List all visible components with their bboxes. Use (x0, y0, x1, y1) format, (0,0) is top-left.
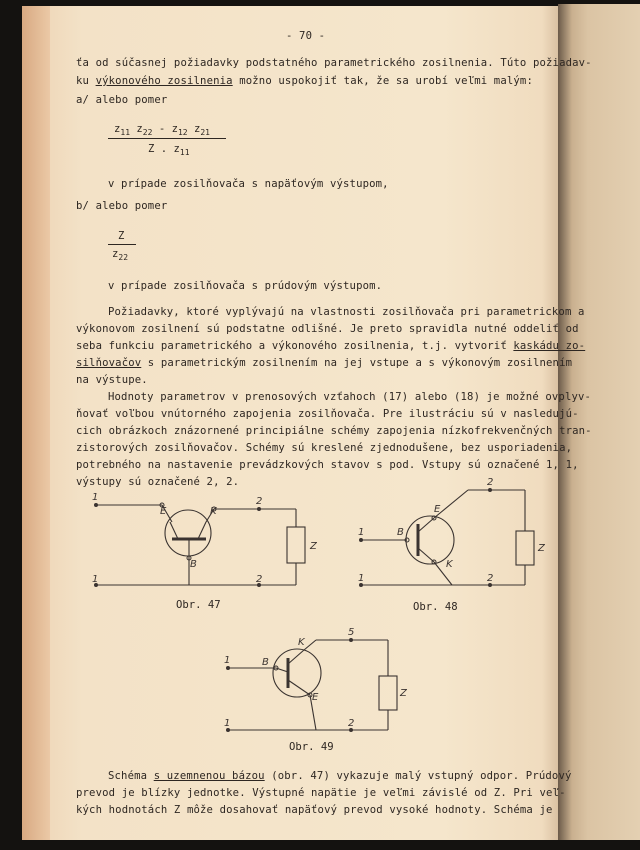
label-in-top: 1 (358, 527, 365, 538)
figure-caption-48: Obr. 48 (413, 601, 458, 613)
label-base: B (190, 559, 197, 570)
figure-obr-48 (358, 477, 546, 587)
text-line: v prípade zosilňovača s prúdovým výstupom. (108, 280, 383, 292)
formula-denominator: $z_{22}$ (112, 248, 129, 263)
label-out-bot: 2 (487, 573, 494, 584)
label-load: Z (310, 541, 317, 552)
label-out-top: 2 (487, 477, 494, 488)
label-collector: K (298, 637, 305, 648)
label-collector: K (210, 506, 217, 517)
label-out-bot: 2 (256, 574, 263, 585)
text-line: výstupy sú označené 2, 2. (76, 476, 240, 488)
text-line: seba funkciu parametrického a výkonového zosilnenia, t.j. vytvoriť kaskádu zo- (76, 340, 586, 352)
label-emitter: E (160, 506, 167, 517)
label-in-top: 1 (224, 655, 231, 666)
text-line: kých hodnotách Z môže dosahovať napäťový prevod vysoké hodnoty. Schéma je (76, 804, 553, 816)
figure-obr-47 (92, 492, 318, 587)
text-line: výkonovom zosilnení sú podstatne odlišné. Je preto spravidla nutné oddeliť od (76, 323, 579, 335)
text-line: cich obrázkoch znázornené principiálne schémy zapojenia nízkofrekvenčných tran- (76, 425, 592, 437)
label-load: Z (400, 688, 407, 699)
text-line: prevod je blízky jednotke. Výstupné napätie je veľmi závislé od Z. Pri veľ- (76, 787, 566, 799)
text-line: silňovačov s parametrickým zosilnením na jej vstupe a s výkonovým zosilnením (76, 357, 573, 369)
text-line: zistorových zosilňovačov. Schémy sú kreslené zjednodušene, bez usporiadenia, (76, 442, 573, 454)
label-out-top: 2 (256, 496, 263, 507)
text-line: Hodnoty parametrov v prenosových vzťahoch (17) alebo (18) je možné ovplyv- (108, 391, 592, 403)
label-emitter: E (312, 692, 319, 703)
figure-caption-49: Obr. 49 (289, 741, 334, 753)
label-base: B (262, 657, 269, 668)
label-in-bot: 1 (92, 574, 99, 585)
page-number: - 70 - (286, 30, 326, 42)
figure-caption-47: Obr. 47 (176, 599, 221, 611)
text-line: potrebného na nastavenie prevádzkových stavov s pod. Vstupy sú označené 1, 1, (76, 459, 579, 471)
label-in-bot: 1 (224, 718, 231, 729)
figure-obr-49 (224, 627, 408, 732)
text-line: v prípade zosilňovača s napäťovým výstupom, (108, 178, 389, 190)
label-out-bot: 2 (348, 718, 355, 729)
text-line: a/ alebo pomer (76, 94, 168, 106)
formula-numerator: Z (118, 230, 125, 242)
text-line: ku výkonového zosilnenia možno uspokojiť tak, že sa urobí veľmi malým: (76, 75, 533, 87)
label-out-top: 5 (348, 627, 355, 638)
formula-denominator: Z . $z_{11}$ (148, 143, 190, 158)
formula-numerator: $z_{11}$ $z_{22} - z_{12}$ $z_{21}$ (114, 123, 210, 138)
text-line: ňovať voľbou vnútorného zapojenia zosilňovača. Pre ilustráciu sú v nasledujú- (76, 408, 579, 420)
label-base: B (397, 527, 404, 538)
label-collector: K (446, 559, 453, 570)
text-line: Schéma s uzemnenou bázou (obr. 47) vykazuje malý vstupný odpor. Prúdový (108, 770, 572, 782)
text-line: Požiadavky, ktoré vyplývajú na vlastnosti zosilňovača pri parametrickom a (108, 306, 585, 318)
text-line: ťa od súčasnej požiadavky podstatného parametrického zosilnenia. Túto požiadav- (76, 57, 592, 69)
label-in-bot: 1 (358, 573, 365, 584)
label-in-top: 1 (92, 492, 99, 503)
label-emitter: E (434, 504, 441, 515)
label-load: Z (538, 543, 545, 554)
text-line: b/ alebo pomer (76, 200, 168, 212)
text-line: na výstupe. (76, 374, 148, 386)
